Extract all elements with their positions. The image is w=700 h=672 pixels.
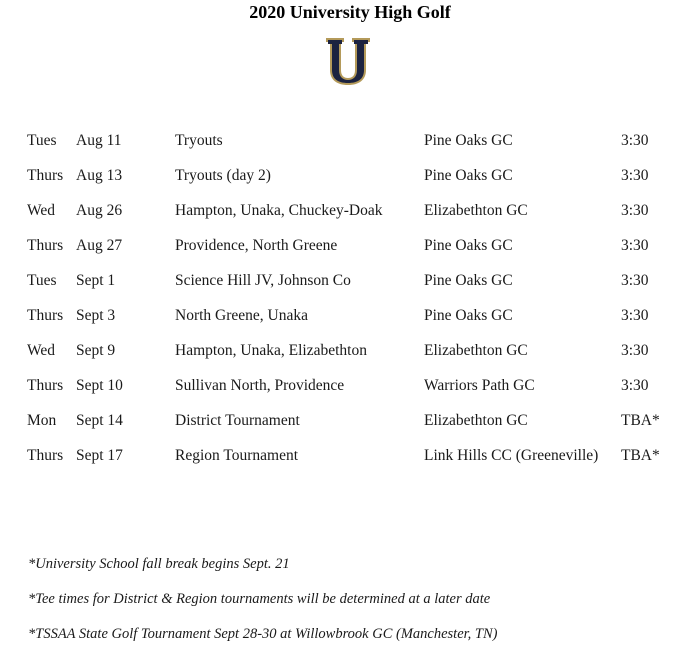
location-cell: Pine Oaks GC xyxy=(424,167,513,184)
location-cell: Warriors Path GC xyxy=(424,377,535,394)
location-cell: Elizabethton GC xyxy=(424,202,528,219)
time-cell: 3:30 xyxy=(621,237,649,254)
time-cell: 3:30 xyxy=(621,202,649,219)
schedule-row xyxy=(0,342,700,377)
opponents-cell: Region Tournament xyxy=(175,447,299,464)
schedule-row xyxy=(0,132,700,167)
location-cell: Pine Oaks GC xyxy=(424,307,513,324)
time-cell: TBA* xyxy=(621,412,660,429)
day-cell: Wed xyxy=(27,202,56,219)
opponents-cell: Tryouts xyxy=(175,132,223,149)
date-cell: Sept 10 xyxy=(76,377,123,394)
day-cell: Thurs xyxy=(27,307,64,324)
university-u-logo xyxy=(324,36,372,86)
opponents-cell: Tryouts (day 2) xyxy=(175,167,271,184)
time-cell: 3:30 xyxy=(621,342,649,359)
location-cell: Pine Oaks GC xyxy=(424,237,513,254)
footnote-tee-times: *Tee times for District & Region tournaments will be determined at a later date xyxy=(28,591,491,607)
location-cell: Pine Oaks GC xyxy=(424,132,513,149)
footnotes xyxy=(28,556,498,661)
day-cell: Tues xyxy=(27,132,57,149)
date-cell: Aug 27 xyxy=(76,237,123,254)
day-cell: Thurs xyxy=(27,237,64,254)
date-cell: Aug 26 xyxy=(76,202,123,219)
time-cell: 3:30 xyxy=(621,132,649,149)
date-cell: Sept 17 xyxy=(76,447,123,464)
page-title: 2020 University High Golf xyxy=(249,2,451,22)
location-cell: Elizabethton GC xyxy=(424,342,528,359)
time-cell: 3:30 xyxy=(621,307,649,324)
date-cell: Sept 14 xyxy=(76,412,123,429)
time-cell: 3:30 xyxy=(621,377,649,394)
schedule-row xyxy=(0,272,700,307)
schedule-row xyxy=(0,167,700,202)
time-cell: 3:30 xyxy=(621,167,649,184)
date-cell: Sept 1 xyxy=(76,272,116,289)
schedule-row xyxy=(0,237,700,272)
date-cell: Aug 13 xyxy=(76,167,123,184)
footnote-fall-break: *University School fall break begins Sept. 21 xyxy=(28,556,290,572)
day-cell: Tues xyxy=(27,272,57,289)
opponents-cell: Hampton, Unaka, Chuckey-Doak xyxy=(175,202,383,219)
location-cell: Pine Oaks GC xyxy=(424,272,513,289)
location-cell: Elizabethton GC xyxy=(424,412,528,429)
opponents-cell: North Greene, Unaka xyxy=(175,307,308,324)
time-cell: 3:30 xyxy=(621,272,649,289)
opponents-cell: Hampton, Unaka, Elizabethton xyxy=(175,342,367,359)
opponents-cell: Providence, North Greene xyxy=(175,237,338,254)
day-cell: Wed xyxy=(27,342,56,359)
day-cell: Mon xyxy=(27,412,57,429)
date-cell: Sept 9 xyxy=(76,342,116,359)
opponents-cell: Sullivan North, Providence xyxy=(175,377,345,394)
date-cell: Sept 3 xyxy=(76,307,116,324)
schedule-row xyxy=(0,202,700,237)
day-cell: Thurs xyxy=(27,377,64,394)
time-cell: TBA* xyxy=(621,447,660,464)
date-cell: Aug 11 xyxy=(76,132,122,149)
schedule-row xyxy=(0,412,700,447)
day-cell: Thurs xyxy=(27,447,64,464)
day-cell: Thurs xyxy=(27,167,64,184)
schedule-row xyxy=(0,447,700,482)
opponents-cell: District Tournament xyxy=(175,412,300,429)
footnote-state-tournament: *TSSAA State Golf Tournament Sept 28-30 at Willowbrook GC (Manchester, TN) xyxy=(28,626,498,642)
location-cell: Link Hills CC (Greeneville) xyxy=(424,447,599,464)
opponents-cell: Science Hill JV, Johnson Co xyxy=(175,272,351,289)
schedule-table xyxy=(0,132,700,482)
schedule-row xyxy=(0,377,700,412)
schedule-row xyxy=(0,307,700,342)
